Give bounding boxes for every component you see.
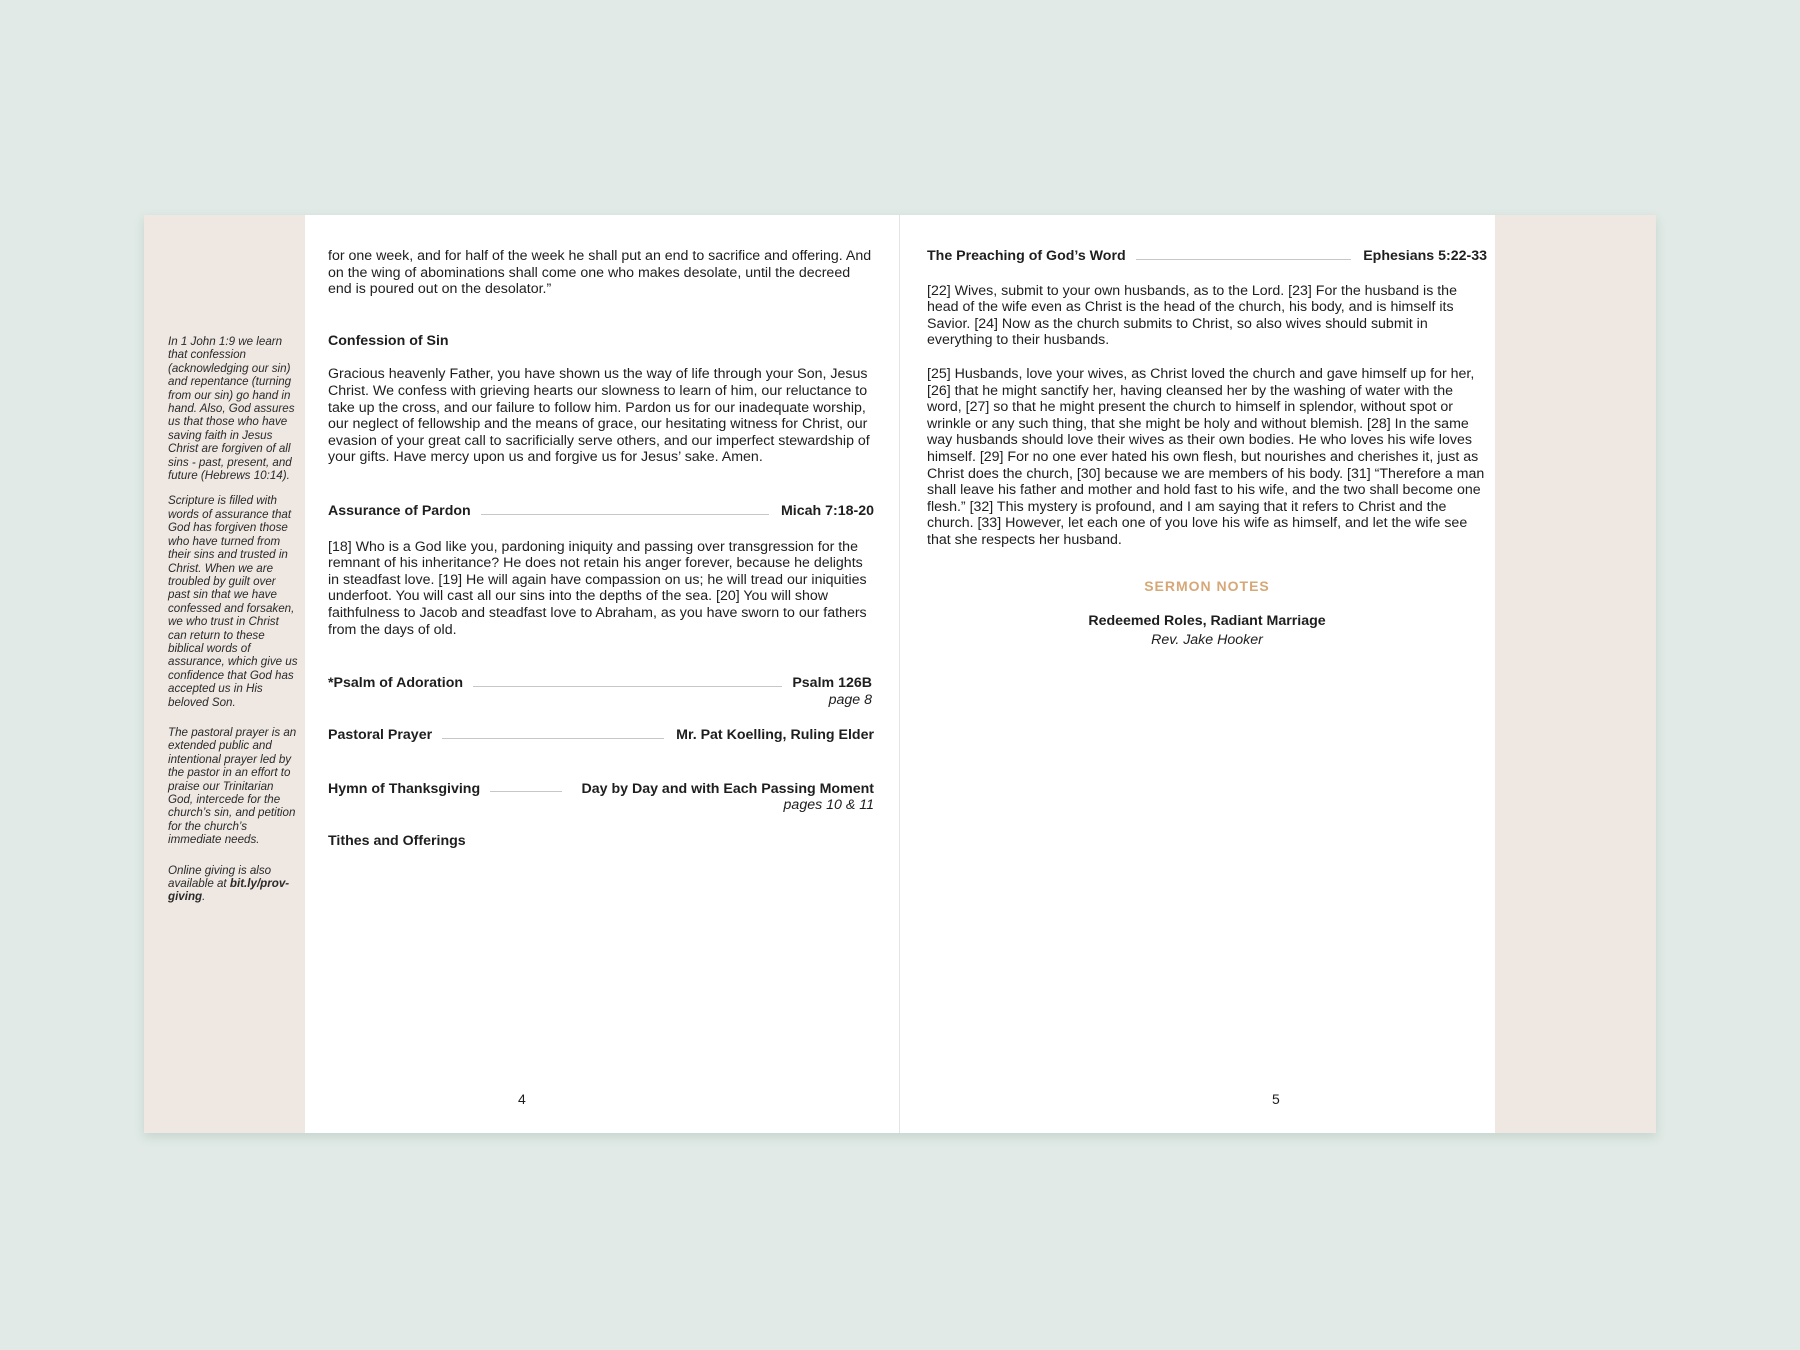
note-assurance: Scripture is filled with words of assurance that God has forgiven those who have turned from their sins and trusted in Christ. When we are troubled by guilt over past sin that we have confessed and forsaken, we who trust in Christ can return to these biblical words of assurance, which give us confidence that God has accepted us in His beloved Son. — [168, 494, 298, 709]
note-pastoral-prayer: The pastoral prayer is an extended public and intentional prayer led by the pastor in an effort to praise our Trinitarian God, intercede for the church’s sin, and petition for the church’s immediate needs. — [168, 725, 297, 847]
hymn-row — [328, 781, 874, 798]
hymn-label: Hymn of Thanksgiving — [328, 780, 481, 797]
leader-line — [481, 514, 769, 515]
note-online-giving — [168, 864, 300, 904]
psalm-row — [328, 675, 874, 692]
pardon-text: [18] Who is a God like you, pardoning iniquity and passing over transgression for the remnant of his inheritance? He does not retain his anger forever, because he delights in steadfast love. [19] He will again have compassion on us; he will tread our iniquities underfoot. You will cast all our sins into the depths of the sea. [20] You will show faithfulness to Jacob and steadfast love to Abraham, as you have sworn to our fathers from the days of old. — [328, 538, 867, 638]
page-4 — [328, 248, 874, 850]
pastoral-prayer-row — [328, 727, 874, 744]
hymn-pages: pages 10 & 11 — [783, 797, 874, 814]
bulletin-spread — [144, 215, 1656, 1133]
left-margin-column — [144, 215, 305, 1133]
psalm-page: page 8 — [828, 691, 872, 708]
note-online-giving-text: Online giving is also available at — [168, 863, 272, 891]
confession-text: Gracious heavenly Father, you have shown us the way of life through your Son, Jesus Christ. We confess with grieving hearts our slowness to learn of him, our reluctance to take up the cross, and our failure to follow him. Pardon us for our inadequate worship, our neglect of fellowship and the means of grace, our hesitating witness for Christ, our evasion of your great call to sacrificially serve others, and our imperfect stewardship of your gifts. Have mercy upon us and forgive us for Jesus’ sake. Amen. — [328, 366, 870, 466]
ephesians-para-1: [22] Wives, submit to your own husbands, as to the Lord. [23] For the husband is the head of the wife even as Christ is the head of the church, his body, and is himself its Savior. [24] Now as the church submits to Christ, so also wives should submit in everything to their husbands. — [927, 282, 1457, 349]
side-notes — [168, 335, 300, 916]
psalm-ref: Psalm 126B — [792, 675, 872, 692]
sermon-notes-label: SERMON NOTES — [1144, 577, 1270, 594]
pastoral-prayer-label: Pastoral Prayer — [328, 727, 433, 744]
page-gutter — [899, 215, 900, 1133]
tithes-heading: Tithes and Offerings — [328, 833, 466, 850]
assurance-ref: Micah 7:18-20 — [780, 502, 874, 519]
sermon-preacher: Rev. Jake Hooker — [1151, 631, 1263, 648]
ephesians-para-2: [25] Husbands, love your wives, as Christ loved the church and gave himself up for her, [26] that he might sanctify her, having cleansed her by the washing of water with the word, [27] so that he might present the church to himself in splendor, without spot or wrinkle or any such thing, that she might be holy and without blemish. [28] In the same way husbands should love their wives as their own bodies. He who loves his wife loves himself. [29] For no one ever hated his own flesh, but nourishes and cherishes it, just as Christ does the church, [30] because we are members of his body. [31] “Therefore a man shall leave his father and mother and hold fast to his wife, and the two shall become one flesh.” [32] This mystery is profound, and I am saying that it refers to Christ and the church. [33] However, let each one of you love his wife as himself, and let the wife see that she respects her husband. — [927, 365, 1485, 548]
page-number-4: 4 — [518, 1091, 526, 1107]
psalm-label: *Psalm of Adoration — [328, 675, 464, 692]
leader-line — [473, 686, 782, 687]
note-online-giving-end: . — [202, 890, 206, 904]
right-margin-column — [1495, 215, 1656, 1133]
leader-line — [490, 791, 562, 792]
assurance-label: Assurance of Pardon — [328, 502, 471, 519]
page-number-5: 5 — [1272, 1091, 1280, 1107]
preaching-label: The Preaching of God’s Word — [927, 248, 1126, 264]
preaching-ref: Ephesians 5:22-33 — [1363, 248, 1487, 264]
pastoral-prayer-ref: Mr. Pat Koelling, Ruling Elder — [676, 727, 874, 744]
assurance-row — [328, 503, 874, 520]
preaching-row — [927, 248, 1487, 265]
confession-heading: Confession of Sin — [328, 332, 449, 349]
online-giving-link[interactable]: bit.ly/prov-giving — [168, 877, 290, 904]
page-5 — [927, 248, 1487, 648]
scripture-continuation: for one week, and for half of the week he shall put an end to sacrifice and offering. And on the wing of abominations shall come one who makes desolate, until the decreed end is poured out on the desolator.” — [328, 248, 872, 298]
leader-line — [442, 738, 664, 739]
leader-line — [1136, 259, 1352, 260]
hymn-ref: Day by Day and with Each Passing Moment — [581, 780, 874, 797]
note-confession: In 1 John 1:9 we learn that confession (acknowledging our sin) and repentance (turning from our sin) go hand in hand. Also, God assures us that those who have saving faith in Jesus Christ are forgiven of all sins - past, present, and future (Hebrews 10:14). — [168, 335, 295, 483]
sermon-title: Redeemed Roles, Radiant Marriage — [1088, 613, 1326, 630]
